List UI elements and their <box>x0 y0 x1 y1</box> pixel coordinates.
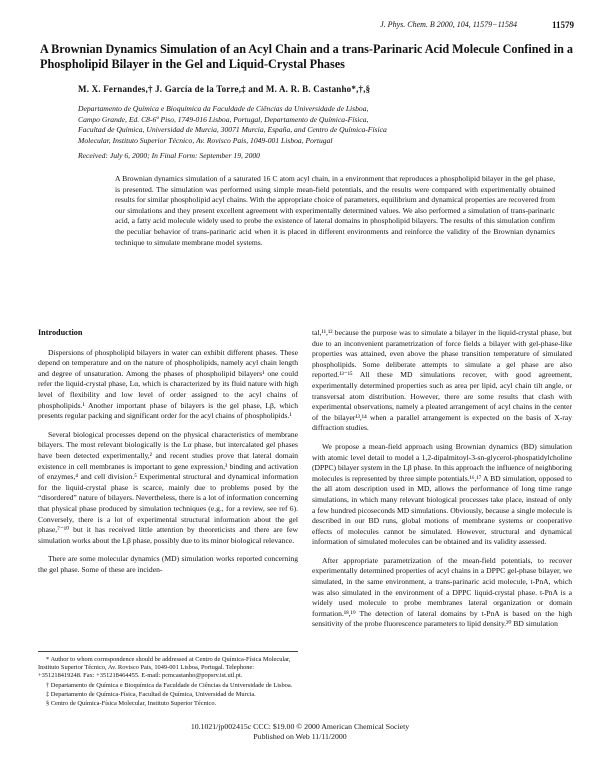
affiliation-line: Molecular, Instituto Superior Técnico, Av. Rovisco Pais, 1049-001 Lisboa, Portugal <box>78 135 333 145</box>
affiliation-line: Facultad de Química, Universidad de Murcia, 30071 Murcia, España, and Centro de Química-Física <box>78 125 387 135</box>
footnotes <box>38 656 298 709</box>
footnote: † Departamento de Química e Bioquímica da Faculdade de Ciências da Universidade de Lisboa. <box>46 681 293 689</box>
paragraph: After appropriate parametrization of the mean-field potentials, to recover experimentally determined properties of acyl chains in a DPPC gel-phase bilayer, we simulated, in the same environment, a trans-parinaric acid molecule, t-PnA, which was also simulated in the environment of a DPPC liquid-crystal phase. t-PnA is a widely used molecule to probe membranes lateral organization or domain formation.¹⁸,¹⁹ The detection of lateral domains by t-PnA is based on the high sensitivity of the probe fluorescence parameters to lipid density.²⁰ BD simulation <box>312 555 572 629</box>
author-list: M. X. Fernandes,† J. García de la Torre,‡ and M. A. R. B. Castanho*,†,§ <box>78 84 371 94</box>
page-footer <box>0 722 600 741</box>
published-date: Published on Web 11/11/2000 <box>253 731 347 741</box>
article-title: A Brownian Dynamics Simulation of an Acyl Chain and a trans-Parinaric Acid Molecule Confined in a Phospholipid Bilayer in the Gel and Liquid-Crystal Phases <box>40 42 574 71</box>
left-column <box>38 328 298 583</box>
footnote: * Author to whom correspondence should be addressed at Centro de Química-Física Molecular, Instituto Superior Técnico, Av. Rovisco Pais, 1049-001 Lisboa, Portugal. Telephone: +351218419248. Fax: +351218464455. E-mail: pcmcastanho@popsrv.ist.utl.pt. <box>38 656 291 680</box>
footnote-divider <box>38 651 298 652</box>
affiliation-line: Departamento de Química e Bioquímica da Faculdade de Ciências da Universidade de Lisboa, <box>78 104 369 113</box>
paragraph: Several biological processes depend on the physical characteristics of membrane bilayers. The most relevant biologically is the Lα phase, but intercalated gel phases have been detected experimentally,² and recent studies prove that lateral domain existence in cell membranes is important to gene expression,³ binding and activation of enzymes,⁴ and cell division.⁵ Experimental structural and dynamical information for the liquid-crystal phase is scarce, mainly due to problems posed by the “disordered” nature of bilayers. Nevertheless, there is a lot of information concerning that physical phase produced by simulation techniques (e.g., for a review, see ref 6). Conversely, there is a lot of experimental structural information about the gel phase,⁷⁻¹⁰ but it has received little attention by theoreticists and there are few simulation works about the Lβ phase, possibly due to its minor biological relevance. <box>38 429 298 545</box>
section-heading: Introduction <box>38 328 83 337</box>
paragraph: We propose a mean-field approach using Brownian dynamics (BD) simulation with atomic level detail to model a 1,2-dipalmitoyl-3-sn-glycerol-phospatidylcholine (DPPC) bilayer system in the Lβ phase. In this approach the influence of neighboring molecules is represented by three simple potentials.¹⁶,¹⁷ A BD simulation, opposed to the all atom description used in MD, allows the performance of long time range simulations, in which many relevant biological processes take place, instead of only a few hundred picoseconds MD simulations. Obviously, because a single molecule is described in our BD runs, global motions of membrane systems or cooperative effects of molecules cannot be simulated. However, structural and dynamical information of simulated molecules can be obtained and its validity assessed. <box>312 441 572 547</box>
right-column <box>312 328 572 638</box>
paragraph: There are some molecular dynamics (MD) simulation works reported concerning the gel phase. Some of these are inciden- <box>38 554 298 574</box>
footnote: § Centro de Química-Física Molecular, Instituto Superior Técnico. <box>46 700 217 708</box>
doi-line: 10.1021/jp002415c CCC: $19.00 © 2000 American Chemical Society <box>190 722 410 731</box>
received-dates: Received: July 6, 2000; In Final Form: September 19, 2000 <box>78 151 260 160</box>
paragraph: Dispersions of phospholipid bilayers in water can exhibit different phases. These depend on temperature and on the nature of phospholipids, namely acyl chain length and degree of unsaturation. Among the phases of phospholipid bilayers¹ one could refer the liquid-crystal phase, Lα, which is characterized by its fluid nature with high level of flexibility and low level of order assigned to the acyl chains of phospholipids.¹ Another important phase of bilayers is the gel phase, Lβ, which presents regular packing and significant order for the acyl chains of phospholipids.¹ <box>38 347 298 421</box>
page-number: 11579 <box>551 20 574 30</box>
abstract: A Brownian dynamics simulation of a saturated 16 C atom acyl chain, in a environment that reproduces a phospholipid bilayer in the gel phase, is presented. The simulation was performed using simple mean-field potentials, and the results were compared with experimentally obtained results for similar phospholipid acyl chains. With the appropriate choice of parameters, equilibrium and dynamical properties are recovered from our simulations and they present excellent agreement with experimentally determined values. We also performed a simulation of trans-parinaric acid, a fatty acid molecule widely used to probe the existence of lateral domains in phospholipid bilayers. The results of this simulation confirm the peculiar behavior of trans-parinaric acid when it is placed in different environments and reinforce the validity of the Brownian dynamics technique to simulate membrane model systems. <box>115 174 555 247</box>
journal-citation: J. Phys. Chem. B 2000, 104, 11579−11584 <box>380 20 517 29</box>
paragraph: tal,¹¹,¹² because the purpose was to simulate a bilayer in the liquid-crystal phase, but due to an inconvenient parametrization of force fields a bilayer with gel-phase-like properties was attained, even above the phase transition temperature of simulated phospholipids. Some deliberate attempts to simulate a gel phase are also reported.¹³⁻¹⁵ All these MD simulations recover, with good agreement, experimentally determined properties such as area per lipid, acyl chain tilt angle, or transversal atom distribution. However, there are some results that clash with experimental observations, namely a pleated arrangement of acyl chains in the center of the bilayer¹³,¹⁴ when a parallel arrangement is expected on the basis of X-ray diffraction studies. <box>312 328 572 433</box>
footnote: ‡ Departamento de Química-Física, Facultad de Química, Universidad de Murcia. <box>46 690 256 698</box>
running-header <box>0 18 600 32</box>
affiliations <box>78 104 558 146</box>
affiliation-line: Campo Grande, Ed. C8-6º Piso, 1749-016 Lisboa, Portugal, Departamento de Química-Física, <box>78 114 369 124</box>
